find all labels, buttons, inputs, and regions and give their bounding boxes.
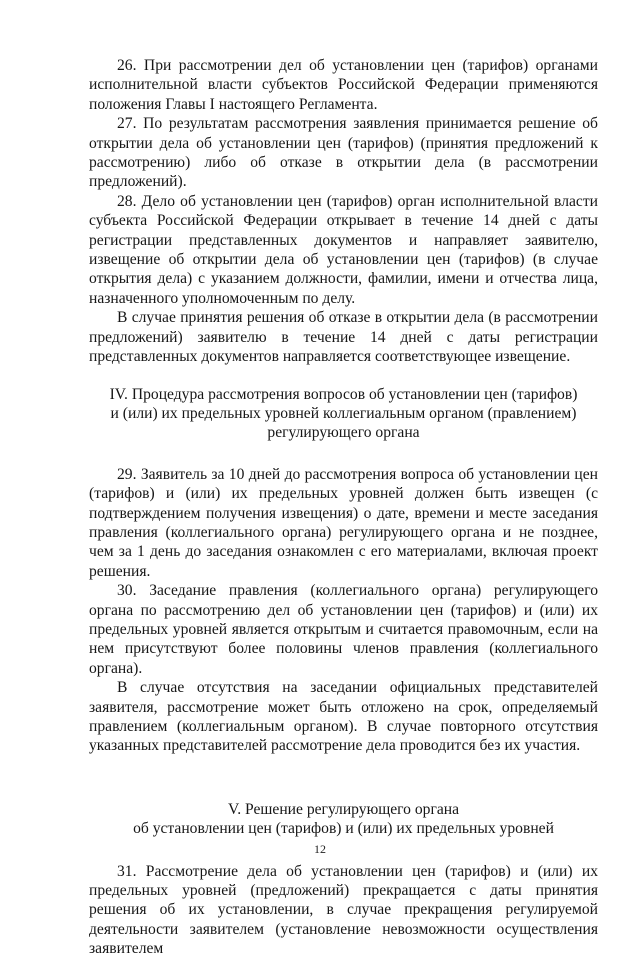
- section-iv-heading-line: IV. Процедура рассмотрения вопросов об установлении цен (тарифов): [109, 385, 578, 403]
- section-iv-heading-line: регулирующего органа: [267, 424, 420, 442]
- document-page: [89, 56, 598, 959]
- paragraph-26: 26. При рассмотрении дел об установлении цен (тарифов) органами исполнительной власти субъектов Российской Федерации применяются положения Главы I настоящего Регламента.: [89, 57, 598, 113]
- section-iv-heading: [89, 385, 598, 443]
- section-iv-heading-line: и (или) их предельных уровней коллегиальным органом (правлением): [110, 404, 577, 422]
- paragraph-28: 28. Дело об установлении цен (тарифов) орган исполнительной власти субъекта Российской Федерации открывает в течение 14 дней с даты регистрации представленных документов и направляет заявителю, извещение об открытии дела об установлении цен (тарифов) (в случае открытия дела) с указанием должности, фамилии, имени и отчества лица, назначенного уполномоченным по делу.: [89, 192, 598, 307]
- paragraph-30: 30. Заседание правления (коллегиального органа) регулирующего органа по рассмотрению дел об установлении цен (тарифов) и (или) их предельных уровней является открытым и считается правомочным, если на нем присутствуют более половины членов правления (коллегиального органа).: [89, 582, 598, 677]
- paragraph-27: 27. По результатам рассмотрения заявления принимается решение об открытии дела об установлении цен (тарифов) (принятия предложений к рассмотрению) либо об отказе в открытии дела (в рассмотрении предложений).: [89, 115, 598, 191]
- paragraph-31: 31. Рассмотрение дела об установлении цен (тарифов) и (или) их предельных уровней (предложений) прекращается с даты принятия решения об их установлении, в случае прекращения регулируемой деятельности заявителем (установление невозможности осуществления заявителем: [89, 862, 598, 958]
- paragraph-30-absence: В случае отсутствия на заседании официальных представителей заявителя, рассмотрение может быть отложено на срок, определяемый правлением (коллегиальным органом). В случае повторного отсутствия указанных представителей рассмотрение дела проводится без их участия.: [89, 679, 598, 755]
- spacer: [89, 443, 598, 465]
- paragraph-29: 29. Заявитель за 10 дней до рассмотрения вопроса об установлении цен (тарифов) и (или) их предельных уровней должен быть извещен (с подтверждением получения извещения) о дате, времени и месте заседания правления (коллегиального органа) регулирующего органа и не позднее, чем за 1 день до заседания ознакомлен с его материалами, включая проект решения.: [89, 465, 598, 580]
- section-v-heading-line: V. Решение регулирующего органа: [227, 800, 460, 818]
- section-v-heading-line: об установлении цен (тарифов) и (или) их предельных уровней: [133, 820, 554, 838]
- section-v-heading: [89, 800, 598, 839]
- paragraph-28-refusal: В случае принятия решения об отказе в открытии дела (в рассмотрении предложений) заявителю в течение 14 дней с даты регистрации представленных документов направляется соответствующее извещение.: [89, 309, 598, 366]
- page-number: 12: [314, 842, 326, 856]
